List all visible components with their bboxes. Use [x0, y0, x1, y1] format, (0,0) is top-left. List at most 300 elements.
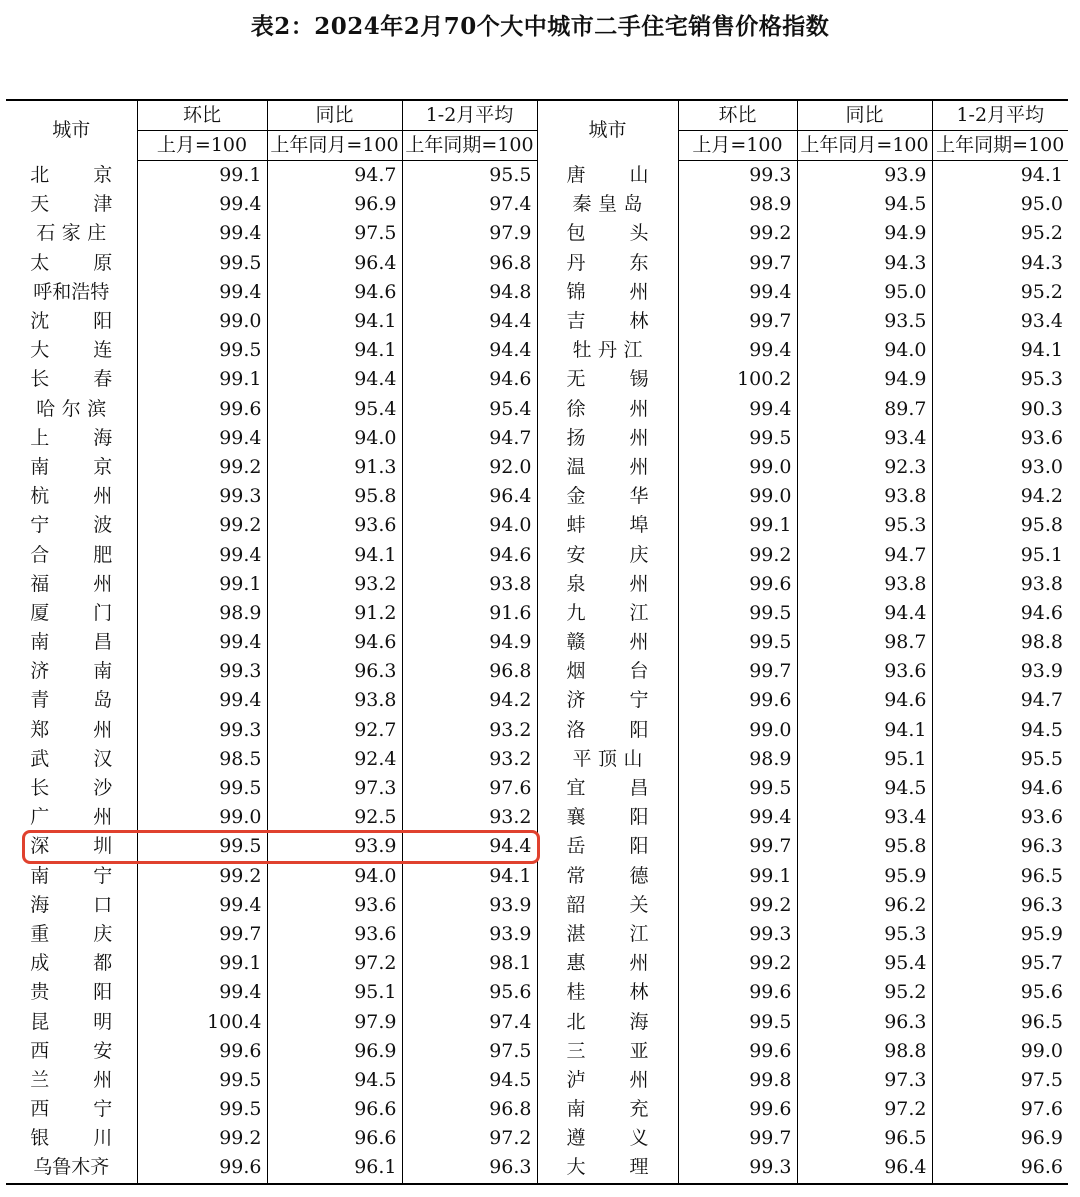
- right-city-cell: [537, 395, 678, 424]
- left-mom-cell: 99.5: [137, 774, 267, 803]
- left-yoy-cell: 97.3: [267, 774, 402, 803]
- city-name: 包头: [566, 222, 649, 245]
- left-mom-cell: 99.4: [137, 278, 267, 307]
- right-city-cell: [537, 307, 678, 336]
- left-avg-cell: 98.1: [402, 949, 537, 978]
- left-avg-cell: 91.6: [402, 599, 537, 628]
- table-row: [6, 599, 1068, 628]
- right-yoy-cell: 95.4: [797, 949, 932, 978]
- right-mom-cell: 99.7: [678, 307, 797, 336]
- right-mom-cell: 99.4: [678, 395, 797, 424]
- right-yoy-cell: 94.5: [797, 190, 932, 219]
- left-avg-cell: 95.6: [402, 978, 537, 1007]
- right-avg-cell: 96.9: [932, 1124, 1068, 1153]
- left-avg-cell: 94.4: [402, 307, 537, 336]
- city-name: 丹东: [566, 251, 649, 274]
- right-yoy-cell: 93.4: [797, 803, 932, 832]
- mom-header-right: 环比: [678, 100, 797, 131]
- right-avg-cell: 96.5: [932, 862, 1068, 891]
- city-name: 济宁: [566, 689, 649, 712]
- city-header-right: 城市: [537, 100, 678, 161]
- right-yoy-cell: 94.9: [797, 365, 932, 394]
- right-avg-cell: 94.1: [932, 161, 1068, 191]
- right-city-cell: [537, 1153, 678, 1183]
- table-row: [6, 307, 1068, 336]
- left-avg-cell: 96.8: [402, 1095, 537, 1124]
- city-name: 金华: [566, 485, 649, 508]
- city-name: 合肥: [30, 543, 113, 566]
- yoy-base-left: 上年同月=100: [267, 131, 402, 161]
- left-yoy-cell: 94.1: [267, 307, 402, 336]
- city-name: 三亚: [566, 1039, 649, 1062]
- left-avg-cell: 94.6: [402, 365, 537, 394]
- city-name: 北海: [566, 1010, 649, 1033]
- city-name: 锦州: [566, 280, 649, 303]
- left-avg-cell: 97.9: [402, 219, 537, 248]
- city-name: 成都: [30, 952, 113, 975]
- right-avg-cell: 95.9: [932, 920, 1068, 949]
- left-city-cell: [6, 161, 137, 191]
- left-yoy-cell: 93.6: [267, 920, 402, 949]
- table-row: [6, 716, 1068, 745]
- left-avg-cell: 94.8: [402, 278, 537, 307]
- left-yoy-cell: 94.1: [267, 540, 402, 569]
- right-avg-cell: 95.6: [932, 978, 1068, 1007]
- avg-base-left: 上年同期=100: [402, 131, 537, 161]
- right-avg-cell: 96.3: [932, 891, 1068, 920]
- city-name: 沈阳: [30, 310, 113, 333]
- header-row-1: [6, 100, 1068, 131]
- right-mom-cell: 99.1: [678, 862, 797, 891]
- table-row: [6, 540, 1068, 569]
- left-city-cell: [6, 190, 137, 219]
- city-name: 银川: [30, 1127, 113, 1150]
- table-row: [6, 1095, 1068, 1124]
- left-city-cell: [6, 278, 137, 307]
- mom-header-left: 环比: [137, 100, 267, 131]
- left-avg-cell: 94.1: [402, 862, 537, 891]
- table-row: [6, 686, 1068, 715]
- table-row: [6, 424, 1068, 453]
- city-name: 大连: [30, 339, 113, 362]
- left-city-cell: [6, 599, 137, 628]
- city-name: 温州: [566, 455, 649, 478]
- left-yoy-cell: 96.6: [267, 1124, 402, 1153]
- city-header-left: 城市: [6, 100, 137, 161]
- left-avg-cell: 94.6: [402, 540, 537, 569]
- table-row: [6, 862, 1068, 891]
- right-mom-cell: 99.4: [678, 278, 797, 307]
- right-yoy-cell: 94.5: [797, 774, 932, 803]
- left-yoy-cell: 96.9: [267, 1037, 402, 1066]
- right-city-cell: [537, 745, 678, 774]
- left-city-cell: [6, 949, 137, 978]
- right-avg-cell: 93.6: [932, 424, 1068, 453]
- left-yoy-cell: 94.4: [267, 365, 402, 394]
- right-yoy-cell: 95.0: [797, 278, 932, 307]
- left-avg-cell: 94.4: [402, 336, 537, 365]
- right-avg-cell: 96.3: [932, 832, 1068, 861]
- table-row: [6, 336, 1068, 365]
- right-mom-cell: 99.0: [678, 453, 797, 482]
- city-name: 岳阳: [566, 835, 649, 858]
- right-avg-cell: 94.2: [932, 482, 1068, 511]
- city-name: 烟台: [566, 660, 649, 683]
- right-yoy-cell: 93.9: [797, 161, 932, 191]
- right-city-cell: [537, 570, 678, 599]
- left-city-cell: [6, 1095, 137, 1124]
- right-mom-cell: 99.8: [678, 1066, 797, 1095]
- city-name: 海口: [30, 893, 113, 916]
- table-row: [6, 278, 1068, 307]
- right-city-cell: [537, 1007, 678, 1036]
- left-yoy-cell: 94.1: [267, 336, 402, 365]
- city-name: 天津: [30, 193, 113, 216]
- city-name: 宜昌: [566, 777, 649, 800]
- left-yoy-cell: 94.0: [267, 424, 402, 453]
- mom-base-left: 上月=100: [137, 131, 267, 161]
- city-name: 南宁: [30, 864, 113, 887]
- right-yoy-cell: 96.3: [797, 1007, 932, 1036]
- city-name: 武汉: [30, 747, 113, 770]
- left-city-cell: [6, 395, 137, 424]
- table-row: [6, 978, 1068, 1007]
- left-yoy-cell: 95.8: [267, 482, 402, 511]
- city-name: 安庆: [566, 543, 649, 566]
- left-yoy-cell: 96.4: [267, 249, 402, 278]
- table-body: [6, 161, 1068, 1184]
- left-avg-cell: 94.7: [402, 424, 537, 453]
- right-yoy-cell: 98.7: [797, 628, 932, 657]
- left-mom-cell: 99.5: [137, 832, 267, 861]
- city-name: 深圳: [30, 835, 113, 858]
- table-row: [6, 1124, 1068, 1153]
- right-mom-cell: 99.5: [678, 628, 797, 657]
- right-yoy-cell: 94.0: [797, 336, 932, 365]
- right-city-cell: [537, 1066, 678, 1095]
- table-row: [6, 1066, 1068, 1095]
- right-avg-cell: 95.2: [932, 219, 1068, 248]
- city-name: 兰州: [30, 1068, 113, 1091]
- city-name: 遵义: [566, 1127, 649, 1150]
- price-index-table: [6, 99, 1068, 1185]
- left-yoy-cell: 95.1: [267, 978, 402, 1007]
- right-avg-cell: 94.3: [932, 249, 1068, 278]
- left-yoy-cell: 93.9: [267, 832, 402, 861]
- left-avg-cell: 94.5: [402, 1066, 537, 1095]
- left-mom-cell: 99.0: [137, 803, 267, 832]
- yoy-header-left: 同比: [267, 100, 402, 131]
- right-yoy-cell: 97.3: [797, 1066, 932, 1095]
- left-avg-cell: 93.2: [402, 803, 537, 832]
- city-name: 九江: [566, 601, 649, 624]
- left-city-cell: [6, 1037, 137, 1066]
- right-city-cell: [537, 161, 678, 191]
- left-mom-cell: 99.3: [137, 657, 267, 686]
- right-yoy-cell: 94.6: [797, 686, 932, 715]
- left-city-cell: [6, 307, 137, 336]
- left-city-cell: [6, 365, 137, 394]
- city-name: 无锡: [566, 368, 649, 391]
- left-mom-cell: 99.6: [137, 395, 267, 424]
- right-yoy-cell: 97.2: [797, 1095, 932, 1124]
- left-city-cell: [6, 891, 137, 920]
- left-avg-cell: 97.6: [402, 774, 537, 803]
- city-name: 徐州: [566, 397, 649, 420]
- right-city-cell: [537, 424, 678, 453]
- right-yoy-cell: 89.7: [797, 395, 932, 424]
- right-mom-cell: 99.7: [678, 249, 797, 278]
- left-city-cell: [6, 453, 137, 482]
- left-city-cell: [6, 774, 137, 803]
- right-yoy-cell: 93.6: [797, 657, 932, 686]
- right-mom-cell: 99.5: [678, 774, 797, 803]
- city-name: 襄阳: [566, 806, 649, 829]
- avg-header-right: 1-2月平均: [932, 100, 1068, 131]
- left-city-cell: [6, 1153, 137, 1183]
- left-yoy-cell: 94.6: [267, 278, 402, 307]
- right-avg-cell: 93.9: [932, 657, 1068, 686]
- left-city-cell: [6, 657, 137, 686]
- right-mom-cell: 98.9: [678, 745, 797, 774]
- left-mom-cell: 99.1: [137, 949, 267, 978]
- table-row: [6, 657, 1068, 686]
- table-row: [6, 453, 1068, 482]
- left-avg-cell: 93.9: [402, 891, 537, 920]
- city-name: 呼和浩特: [33, 280, 110, 303]
- right-city-cell: [537, 1095, 678, 1124]
- left-city-cell: [6, 832, 137, 861]
- right-yoy-cell: 94.1: [797, 716, 932, 745]
- left-mom-cell: 99.1: [137, 161, 267, 191]
- avg-header-left: 1-2月平均: [402, 100, 537, 131]
- city-name: 宁波: [30, 514, 113, 537]
- right-city-cell: [537, 1037, 678, 1066]
- left-yoy-cell: 92.7: [267, 716, 402, 745]
- table-row-highlighted: [6, 832, 1068, 861]
- right-yoy-cell: 95.1: [797, 745, 932, 774]
- left-avg-cell: 96.4: [402, 482, 537, 511]
- left-yoy-cell: 94.0: [267, 862, 402, 891]
- left-yoy-cell: 96.1: [267, 1153, 402, 1183]
- right-yoy-cell: 96.2: [797, 891, 932, 920]
- left-avg-cell: 97.4: [402, 190, 537, 219]
- city-name: 湛江: [566, 922, 649, 945]
- table-row: [6, 365, 1068, 394]
- left-mom-cell: 99.2: [137, 862, 267, 891]
- city-name: 厦门: [30, 601, 113, 624]
- left-yoy-cell: 91.3: [267, 453, 402, 482]
- right-city-cell: [537, 278, 678, 307]
- city-name: 蚌埠: [566, 514, 649, 537]
- right-city-cell: [537, 891, 678, 920]
- left-yoy-cell: 92.4: [267, 745, 402, 774]
- city-name: 昆明: [30, 1010, 113, 1033]
- right-yoy-cell: 94.9: [797, 219, 932, 248]
- table-row: [6, 570, 1068, 599]
- left-city-cell: [6, 424, 137, 453]
- left-mom-cell: 99.4: [137, 540, 267, 569]
- city-name: 长春: [30, 368, 113, 391]
- right-mom-cell: 99.7: [678, 657, 797, 686]
- left-yoy-cell: 94.7: [267, 161, 402, 191]
- left-avg-cell: 97.2: [402, 1124, 537, 1153]
- left-city-cell: [6, 219, 137, 248]
- city-name: 北京: [30, 163, 113, 186]
- left-avg-cell: 95.4: [402, 395, 537, 424]
- left-city-cell: [6, 249, 137, 278]
- left-city-cell: [6, 482, 137, 511]
- city-name: 杭州: [30, 485, 113, 508]
- table-row: [6, 628, 1068, 657]
- city-name: 石家庄: [36, 222, 107, 245]
- right-city-cell: [537, 599, 678, 628]
- left-mom-cell: 99.5: [137, 336, 267, 365]
- right-mom-cell: 99.7: [678, 832, 797, 861]
- right-avg-cell: 95.1: [932, 540, 1068, 569]
- right-mom-cell: 99.6: [678, 978, 797, 1007]
- table-row: [6, 395, 1068, 424]
- left-yoy-cell: 97.5: [267, 219, 402, 248]
- right-mom-cell: 99.3: [678, 920, 797, 949]
- left-mom-cell: 99.5: [137, 249, 267, 278]
- left-avg-cell: 93.9: [402, 920, 537, 949]
- table-row: [6, 249, 1068, 278]
- left-city-cell: [6, 862, 137, 891]
- right-mom-cell: 99.5: [678, 1007, 797, 1036]
- left-city-cell: [6, 1124, 137, 1153]
- right-mom-cell: 99.6: [678, 1037, 797, 1066]
- right-mom-cell: 99.2: [678, 949, 797, 978]
- left-avg-cell: 96.8: [402, 249, 537, 278]
- left-mom-cell: 98.5: [137, 745, 267, 774]
- right-city-cell: [537, 190, 678, 219]
- right-city-cell: [537, 511, 678, 540]
- right-city-cell: [537, 774, 678, 803]
- left-yoy-cell: 92.5: [267, 803, 402, 832]
- yoy-header-right: 同比: [797, 100, 932, 131]
- left-yoy-cell: 93.2: [267, 570, 402, 599]
- left-yoy-cell: 95.4: [267, 395, 402, 424]
- right-city-cell: [537, 628, 678, 657]
- left-mom-cell: 99.4: [137, 190, 267, 219]
- city-name: 上海: [30, 426, 113, 449]
- left-yoy-cell: 96.9: [267, 190, 402, 219]
- city-name: 南充: [566, 1098, 649, 1121]
- left-mom-cell: 99.4: [137, 628, 267, 657]
- table-row: [6, 745, 1068, 774]
- left-avg-cell: 96.3: [402, 1153, 537, 1183]
- right-mom-cell: 99.2: [678, 219, 797, 248]
- left-mom-cell: 99.0: [137, 307, 267, 336]
- left-avg-cell: 94.4: [402, 832, 537, 861]
- right-avg-cell: 94.5: [932, 716, 1068, 745]
- left-city-cell: [6, 803, 137, 832]
- city-name: 长沙: [30, 777, 113, 800]
- left-mom-cell: 99.2: [137, 1124, 267, 1153]
- left-city-cell: [6, 1066, 137, 1095]
- left-yoy-cell: 93.6: [267, 891, 402, 920]
- avg-base-right: 上年同期=100: [932, 131, 1068, 161]
- table-row: [6, 511, 1068, 540]
- right-mom-cell: 99.0: [678, 716, 797, 745]
- right-yoy-cell: 93.4: [797, 424, 932, 453]
- city-name: 大理: [566, 1156, 649, 1179]
- left-mom-cell: 99.4: [137, 891, 267, 920]
- right-city-cell: [537, 219, 678, 248]
- right-city-cell: [537, 336, 678, 365]
- city-name: 济南: [30, 660, 113, 683]
- left-city-cell: [6, 570, 137, 599]
- left-city-cell: [6, 511, 137, 540]
- city-name: 西安: [30, 1039, 113, 1062]
- right-mom-cell: 99.2: [678, 540, 797, 569]
- city-name: 乌鲁木齐: [33, 1156, 110, 1179]
- right-city-cell: [537, 365, 678, 394]
- right-city-cell: [537, 453, 678, 482]
- table-row: [6, 482, 1068, 511]
- mom-base-right: 上月=100: [678, 131, 797, 161]
- left-mom-cell: 99.6: [137, 1153, 267, 1183]
- city-name: 吉林: [566, 310, 649, 333]
- right-city-cell: [537, 920, 678, 949]
- right-yoy-cell: 93.8: [797, 570, 932, 599]
- left-mom-cell: 99.3: [137, 482, 267, 511]
- right-avg-cell: 96.6: [932, 1153, 1068, 1183]
- left-mom-cell: 99.2: [137, 511, 267, 540]
- left-city-cell: [6, 978, 137, 1007]
- right-avg-cell: 95.2: [932, 278, 1068, 307]
- table-row: [6, 920, 1068, 949]
- left-mom-cell: 100.4: [137, 1007, 267, 1036]
- right-city-cell: [537, 716, 678, 745]
- table-row: [6, 949, 1068, 978]
- right-mom-cell: 99.3: [678, 161, 797, 191]
- right-yoy-cell: 92.3: [797, 453, 932, 482]
- right-mom-cell: 99.1: [678, 511, 797, 540]
- right-avg-cell: 93.4: [932, 307, 1068, 336]
- right-mom-cell: 99.2: [678, 891, 797, 920]
- right-city-cell: [537, 1124, 678, 1153]
- right-mom-cell: 99.0: [678, 482, 797, 511]
- city-name: 太原: [30, 251, 113, 274]
- right-yoy-cell: 95.8: [797, 832, 932, 861]
- right-city-cell: [537, 657, 678, 686]
- table-row: [6, 219, 1068, 248]
- left-mom-cell: 99.1: [137, 570, 267, 599]
- city-name: 贵阳: [30, 981, 113, 1004]
- right-avg-cell: 93.8: [932, 570, 1068, 599]
- right-mom-cell: 99.5: [678, 599, 797, 628]
- right-mom-cell: 99.6: [678, 686, 797, 715]
- left-avg-cell: 97.4: [402, 1007, 537, 1036]
- left-avg-cell: 94.2: [402, 686, 537, 715]
- city-name: 泸州: [566, 1068, 649, 1091]
- right-avg-cell: 94.6: [932, 774, 1068, 803]
- table-title: 表2：2024年2月70个大中城市二手住宅销售价格指数: [250, 13, 830, 40]
- city-name: 南昌: [30, 631, 113, 654]
- right-yoy-cell: 93.8: [797, 482, 932, 511]
- left-mom-cell: 99.5: [137, 1095, 267, 1124]
- left-mom-cell: 99.6: [137, 1037, 267, 1066]
- city-name: 韶关: [566, 893, 649, 916]
- right-mom-cell: 100.2: [678, 365, 797, 394]
- right-avg-cell: 96.5: [932, 1007, 1068, 1036]
- right-mom-cell: 99.7: [678, 1124, 797, 1153]
- table-row: [6, 891, 1068, 920]
- right-yoy-cell: 94.7: [797, 540, 932, 569]
- right-city-cell: [537, 978, 678, 1007]
